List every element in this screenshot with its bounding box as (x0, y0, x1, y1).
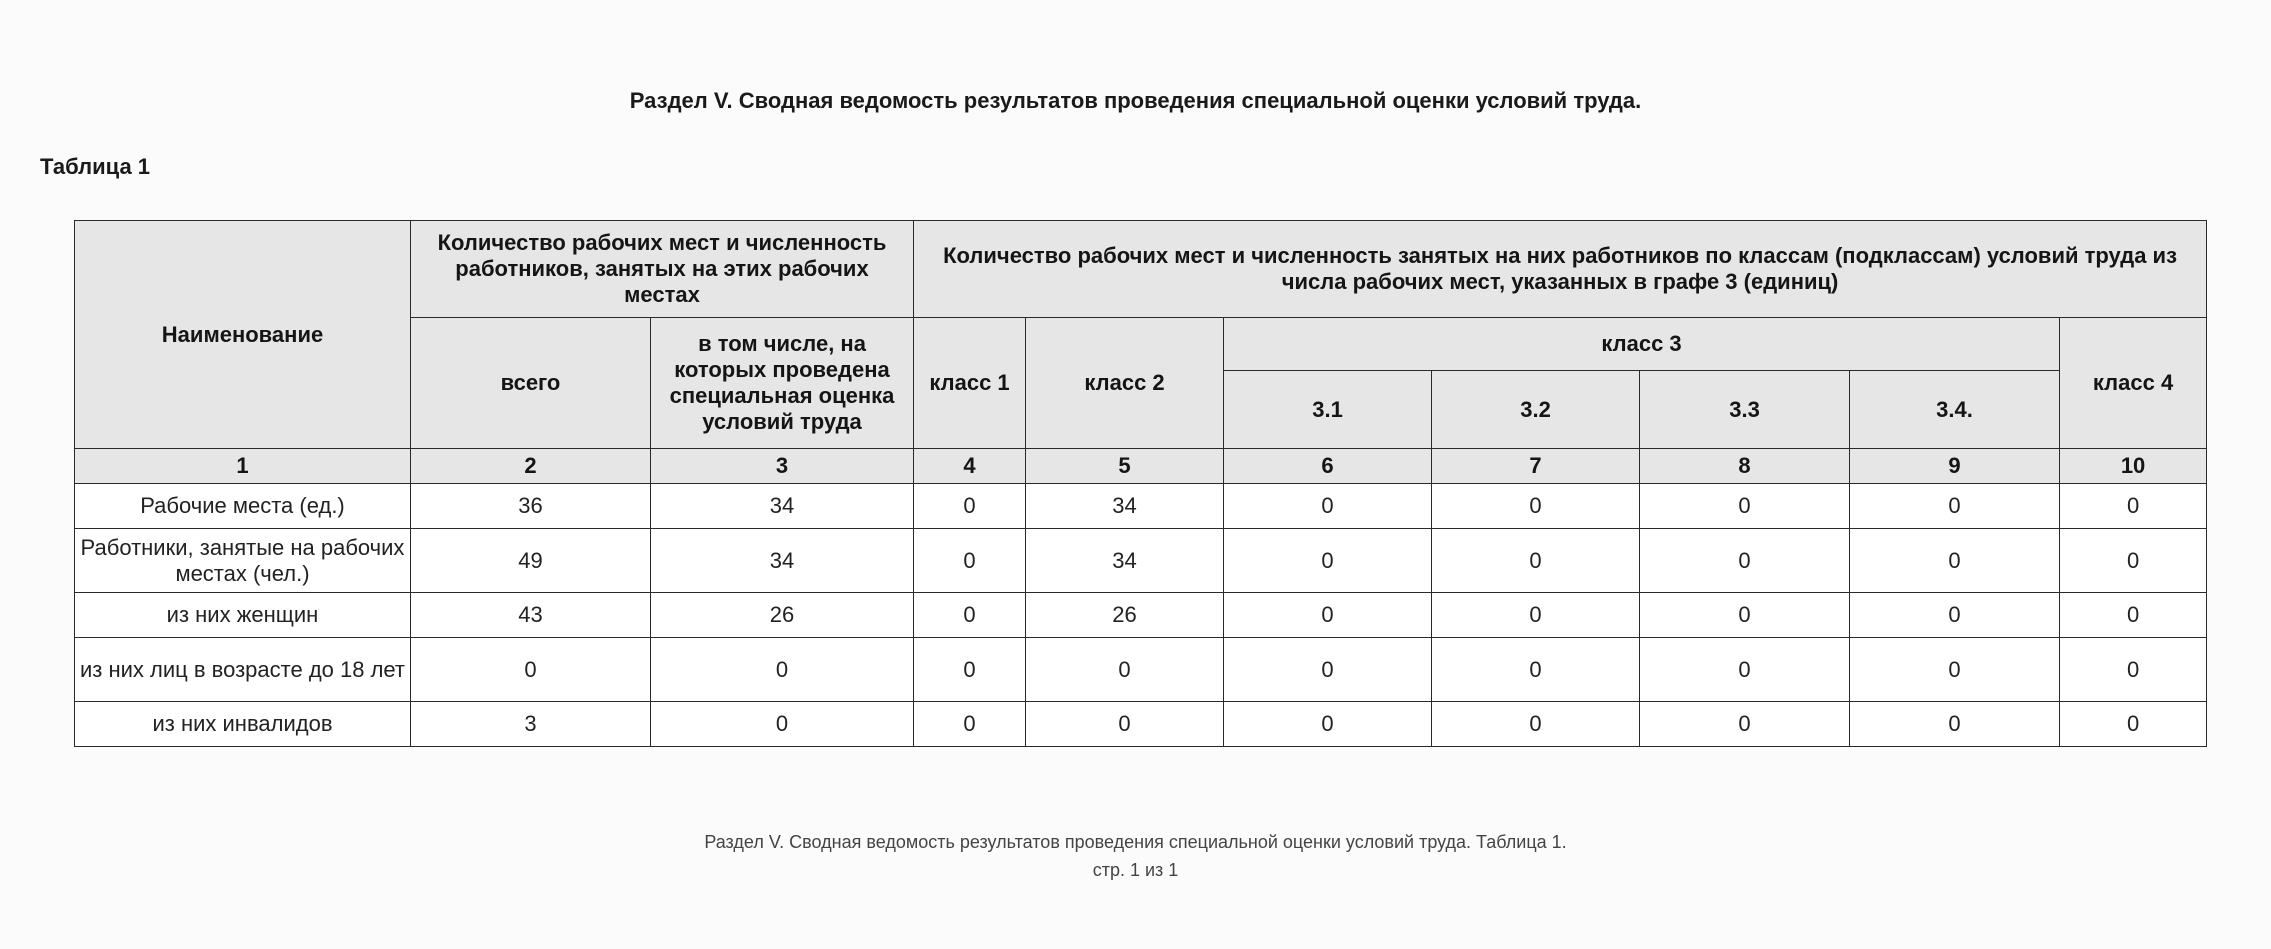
cell-class3-1: 0 (1224, 593, 1432, 638)
cell-class3-4: 0 (1850, 702, 2060, 747)
cell-class3-2: 0 (1432, 529, 1640, 593)
column-number: 3 (651, 449, 914, 484)
cell-assessed: 0 (651, 702, 914, 747)
cell-assessed: 26 (651, 593, 914, 638)
column-number: 10 (2060, 449, 2207, 484)
row-label: Рабочие места (ед.) (75, 484, 411, 529)
table-row (75, 638, 2207, 702)
row-label: Работники, занятые на рабочих местах (чел.) (75, 529, 411, 593)
table-label: Таблица 1 (40, 154, 151, 179)
cell-assessed: 34 (651, 529, 914, 593)
cell-class3-1: 0 (1224, 529, 1432, 593)
header-class2: класс 2 (1026, 318, 1224, 449)
column-number: 4 (914, 449, 1026, 484)
cell-class2: 0 (1026, 702, 1224, 747)
table-row (75, 484, 2207, 529)
column-number-row (75, 449, 2207, 484)
cell-class3-2: 0 (1432, 702, 1640, 747)
cell-class1: 0 (914, 529, 1026, 593)
cell-class3-4: 0 (1850, 593, 2060, 638)
header-classes-group: Количество рабочих мест и численность занятых на них работников по классам (подклассам) условий труда из числа рабочих мест, указанных в графе 3 (единиц) (914, 221, 2207, 318)
header-name: Наименование (75, 221, 411, 449)
cell-class3-4: 0 (1850, 638, 2060, 702)
row-label: из них женщин (75, 593, 411, 638)
footer-caption: Раздел V. Сводная ведомость результатов проведения специальной оценки условий труда. Таблица 1. (704, 832, 1567, 852)
cell-class3-2: 0 (1432, 638, 1640, 702)
cell-class2: 34 (1026, 529, 1224, 593)
column-number: 1 (75, 449, 411, 484)
cell-class1: 0 (914, 638, 1026, 702)
cell-class4: 0 (2060, 529, 2207, 593)
cell-class2: 34 (1026, 484, 1224, 529)
header-sub-3-4: 3.4. (1850, 371, 2060, 449)
page-footer (0, 828, 2271, 884)
column-number: 7 (1432, 449, 1640, 484)
cell-class3-2: 0 (1432, 593, 1640, 638)
column-number: 8 (1640, 449, 1850, 484)
header-sub-3-3: 3.3 (1640, 371, 1850, 449)
column-number: 2 (411, 449, 651, 484)
table-row (75, 529, 2207, 593)
cell-total: 49 (411, 529, 651, 593)
cell-class4: 0 (2060, 484, 2207, 529)
table-row (75, 702, 2207, 747)
page-number: стр. 1 из 1 (1092, 860, 1179, 880)
cell-class3-3: 0 (1640, 638, 1850, 702)
column-number: 9 (1850, 449, 2060, 484)
header-sub-3-1: 3.1 (1224, 371, 1432, 449)
header-class4: класс 4 (2060, 318, 2207, 449)
cell-class4: 0 (2060, 702, 2207, 747)
column-number: 5 (1026, 449, 1224, 484)
section-title: Раздел V. Сводная ведомость результатов проведения специальной оценки условий труда. (629, 88, 1642, 113)
header-class1: класс 1 (914, 318, 1026, 449)
row-label: из них лиц в возрасте до 18 лет (75, 638, 411, 702)
row-label: из них инвалидов (75, 702, 411, 747)
cell-assessed: 34 (651, 484, 914, 529)
cell-class3-4: 0 (1850, 529, 2060, 593)
cell-class1: 0 (914, 484, 1026, 529)
cell-class3-3: 0 (1640, 702, 1850, 747)
header-total: всего (411, 318, 651, 449)
cell-class3-1: 0 (1224, 638, 1432, 702)
header-row-1 (75, 221, 2207, 318)
header-workplaces-group: Количество рабочих мест и численность работников, занятых на этих рабочих местах (411, 221, 914, 318)
cell-class4: 0 (2060, 638, 2207, 702)
cell-class3-3: 0 (1640, 529, 1850, 593)
summary-table (74, 220, 2207, 747)
cell-total: 3 (411, 702, 651, 747)
cell-class3-4: 0 (1850, 484, 2060, 529)
table-row (75, 593, 2207, 638)
header-class3: класс 3 (1224, 318, 2060, 371)
cell-class3-3: 0 (1640, 593, 1850, 638)
cell-total: 36 (411, 484, 651, 529)
cell-class1: 0 (914, 702, 1026, 747)
cell-class3-2: 0 (1432, 484, 1640, 529)
header-sub-3-2: 3.2 (1432, 371, 1640, 449)
cell-class4: 0 (2060, 593, 2207, 638)
header-assessed: в том числе, на которых проведена специальная оценка условий труда (651, 318, 914, 449)
cell-total: 43 (411, 593, 651, 638)
cell-class1: 0 (914, 593, 1026, 638)
cell-assessed: 0 (651, 638, 914, 702)
cell-total: 0 (411, 638, 651, 702)
cell-class3-1: 0 (1224, 702, 1432, 747)
cell-class2: 26 (1026, 593, 1224, 638)
cell-class2: 0 (1026, 638, 1224, 702)
cell-class3-3: 0 (1640, 484, 1850, 529)
cell-class3-1: 0 (1224, 484, 1432, 529)
column-number: 6 (1224, 449, 1432, 484)
